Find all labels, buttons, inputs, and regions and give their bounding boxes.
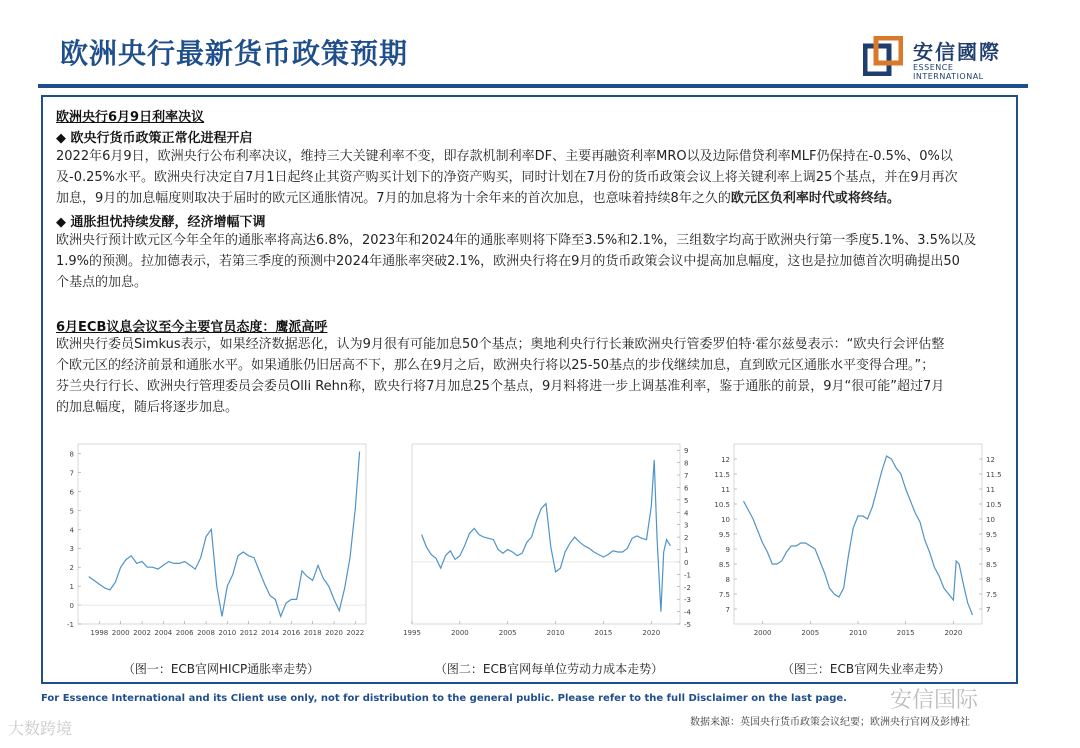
x-tick-label: 2004 [154, 629, 173, 637]
paragraph-line: 2022年6月9日，欧洲央行公布利率决议，维持三大关键利率不变，即存款机制利率DF、主要再融资利率MRO以及边际借贷利率MLF仍保持在-0.5%、0%以 [56, 149, 953, 164]
labour-cost-chart [390, 432, 708, 647]
y-tick-label: 1 [69, 583, 74, 592]
y-tick-label: 11 [986, 486, 995, 494]
y-tick-label: 9 [986, 546, 991, 554]
y-tick-label: 5 [69, 507, 74, 516]
page-title: 欧洲央行最新货币政策预期 [60, 37, 409, 70]
plot-frame [78, 444, 366, 624]
y-tick-label: 2 [69, 564, 74, 573]
y-tick-label: 8.5 [986, 561, 998, 569]
x-tick-label: 2018 [303, 629, 322, 637]
x-tick-label: 2008 [197, 629, 215, 637]
brand-name-en: ESSENCE INTERNATIONAL [913, 63, 984, 81]
x-tick-label: 2010 [849, 629, 867, 637]
y-tick-label: -2 [684, 583, 691, 592]
brand-logo [863, 36, 1023, 80]
y-tick-label: 10 [986, 516, 995, 524]
y-tick-label: 6 [69, 488, 74, 497]
x-tick-label: 2020 [642, 629, 661, 637]
watermark-right: 安信国际 [890, 688, 979, 713]
x-tick-label: 2005 [498, 629, 517, 637]
section1-bullet2: ◆ 通胀担忧持续发酵，经济增幅下调 [56, 215, 266, 230]
y-tick-label: 11 [721, 486, 730, 494]
paragraph-line: 欧洲央行预计欧元区今年全年的通胀率将高达6.8%，2023年和2024年的通胀率则将下降至3.5%和2.1%，三组数字均高于欧洲央行第一季度5.1%、3.5%以及 [56, 233, 977, 248]
chart1-caption: （图一：ECB官网HICP通胀率走势） [122, 662, 320, 676]
paragraph-line: 个基点的加息。 [56, 275, 148, 290]
x-tick-label: 2014 [261, 629, 279, 637]
x-tick-label: 2010 [546, 629, 565, 637]
watermark-left: 大数跨境 [8, 719, 73, 738]
y-tick-label: 0 [69, 602, 74, 611]
x-tick-label: 2022 [346, 629, 365, 637]
y-tick-label: 7 [986, 606, 991, 614]
essence-logo-icon [863, 36, 903, 76]
section1-bullet1: ◆ 欧央行货币政策正常化进程开启 [56, 131, 253, 146]
x-tick-label: 1995 [403, 629, 421, 637]
y-tick-label: 0 [684, 558, 689, 567]
paragraph-line: 个欧元区的经济前景和通胀水平。如果通胀仍旧居高不下，那么在9月之后，欧洲央行将以25-50基点的步伐继续加息，直到欧元区通胀水平变得合理。”； [56, 358, 935, 373]
y-tick-label: -4 [684, 608, 691, 617]
y-tick-label: 6 [684, 484, 689, 493]
y-tick-label: 10.5 [986, 501, 1002, 509]
x-tick-label: 2006 [175, 629, 194, 637]
section2-heading: 6月ECB议息会议至今主要官员态度：鹰派高呼 [56, 320, 328, 335]
series-line [89, 452, 360, 617]
disclaimer-text: For Essence International and its Client use only, not for distribution to the general public. Please refer to the full Disclaimer on the last page. [41, 693, 847, 704]
y-tick-label: -1 [684, 571, 691, 580]
x-tick-label: 2000 [111, 629, 130, 637]
x-tick-label: 2002 [133, 629, 151, 637]
y-tick-label: 3 [684, 521, 689, 530]
x-tick-label: 2020 [325, 629, 343, 637]
y-tick-label: 8.5 [718, 561, 730, 569]
x-tick-label: 2005 [801, 629, 820, 637]
chart3-caption: （图三：ECB官网失业率走势） [781, 662, 951, 676]
paragraph-line: 及-0.25%水平。欧洲央行决定自7月1日起终止其资产购买计划下的净资产购买，同时计划在7月份的货币政策会议上将关键利率上调25个基点，并在9月再次 [56, 170, 958, 185]
y-tick-label: 12 [721, 456, 730, 464]
paragraph-line: 欧洲央行委员Simkus表示，如果经济数据恶化，认为9月很有可能加息50个基点；奥地利央行行长兼欧洲央行管委罗伯特·霍尔兹曼表示：“欧央行会评估整 [56, 337, 945, 352]
x-tick-label: 2000 [450, 629, 469, 637]
y-tick-label: 7 [69, 469, 74, 478]
header-rule [38, 84, 1028, 88]
y-tick-label: 12 [986, 456, 995, 464]
y-tick-label: 7 [684, 472, 689, 481]
y-tick-label: 11.5 [986, 471, 1002, 479]
section2-paragraph [56, 334, 1016, 418]
plot-frame [734, 444, 982, 624]
paragraph-text: 加息，9月的加息幅度则取决于届时的欧元区通胀情况。7月的加息将为十余年来的首次加息，也意味着持续8年之久的 [56, 191, 731, 206]
y-tick-label: 5 [684, 496, 689, 505]
y-tick-label: 11.5 [714, 471, 730, 479]
y-tick-label: 8 [69, 450, 74, 459]
y-tick-label: 9.5 [718, 531, 730, 539]
unemployment-chart [712, 432, 1020, 647]
x-tick-label: 2012 [239, 629, 258, 637]
section1-paragraph2 [56, 230, 1016, 293]
paragraph-line: 1.9%的预测。拉加德表示，若第三季度的预测中2024年通胀率突破2.1%，欧洲央行将在9月的货币政策会议中提高加息幅度，这也是拉加德首次明确提出50 [56, 254, 960, 269]
brand-name-cn: 安信國際 [913, 40, 1001, 64]
y-tick-label: -5 [684, 621, 691, 629]
y-tick-label: 9 [725, 546, 730, 554]
x-tick-label: 2015 [896, 629, 915, 637]
x-tick-label: 2010 [218, 629, 237, 637]
hicp-chart [56, 432, 386, 647]
y-tick-label: 7.5 [718, 591, 730, 599]
x-tick-label: 1998 [90, 629, 109, 637]
y-tick-label: 9.5 [986, 531, 998, 539]
paragraph-line: 芬兰央行行长、欧洲央行管理委员会委员Olli Rehn称，欧央行将7月加息25个基点，9月料将进一步上调基准利率，鉴于通胀的前景，9月“很可能”超过7月 [56, 379, 945, 394]
y-tick-label: 7 [725, 606, 730, 614]
paragraph-line [56, 188, 1016, 209]
y-tick-label: -3 [684, 596, 691, 605]
y-tick-label: 8 [725, 576, 730, 584]
y-tick-label: 9 [684, 447, 689, 456]
y-tick-label: 4 [684, 509, 689, 518]
section1-paragraph1 [56, 146, 1016, 209]
series-line [422, 460, 671, 611]
y-tick-label: 10 [721, 516, 730, 524]
data-source: 数据来源：英国央行货币政策会议纪要；欧洲央行官网及彭博社 [690, 717, 970, 728]
x-tick-label: 2015 [594, 629, 613, 637]
y-tick-label: -1 [67, 621, 74, 629]
y-tick-label: 7.5 [986, 591, 998, 599]
y-tick-label: 8 [684, 459, 689, 468]
y-tick-label: 3 [69, 545, 74, 554]
paragraph-line: 的加息幅度，随后将逐步加息。 [56, 400, 239, 415]
x-tick-label: 2020 [944, 629, 963, 637]
x-tick-label: 2000 [753, 629, 772, 637]
y-tick-label: 10.5 [714, 501, 730, 509]
x-tick-label: 2016 [282, 629, 301, 637]
y-tick-label: 1 [684, 546, 689, 555]
paragraph-emphasis: 欧元区负利率时代或将终结。 [730, 191, 900, 206]
plot-frame [412, 444, 680, 624]
section1-heading: 欧洲央行6月9日利率决议 [56, 110, 205, 125]
chart2-caption: （图二：ECB官网每单位劳动力成本走势） [434, 662, 664, 676]
series-line [744, 456, 973, 615]
y-tick-label: 4 [69, 526, 74, 535]
y-tick-label: 2 [684, 534, 689, 543]
y-tick-label: 8 [986, 576, 991, 584]
